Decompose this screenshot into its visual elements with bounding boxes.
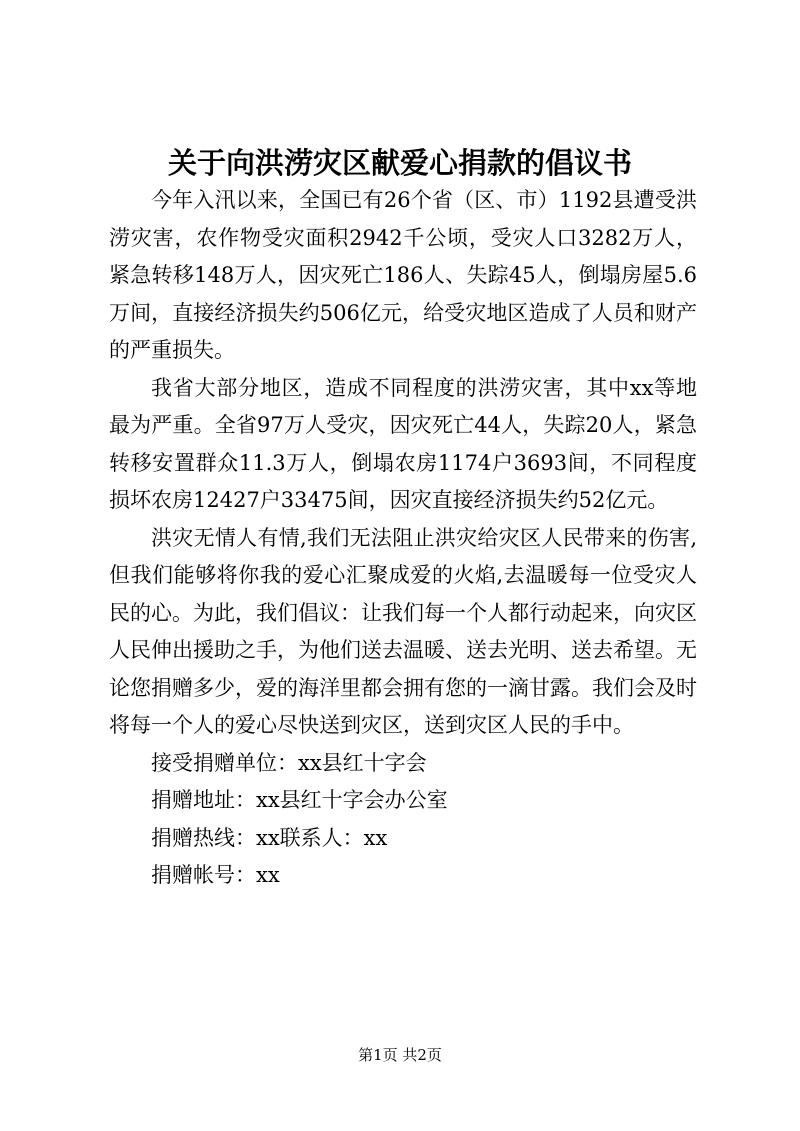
document-title: 关于向洪涝灾区献爱心捐款的倡议书	[167, 146, 632, 180]
paragraph-province-situation: 我省大部分地区，造成不同程度的洪涝灾害，其中xx等地最为严重。全省97万人受灾，因灾死亡44人，失踪20人，紧急转移安置群众11.3万人，倒塌农房1174户3693间，不同程度损坏农房12427户33475间，因灾直接经济损失约52亿元。	[109, 375, 697, 512]
paragraph-flood-overview: 今年入汛以来，全国已有26个省（区、市）1192县遭受洪涝灾害，农作物受灾面积2942千公顷，受灾人口3282万人，紧急转移148万人，因灾死亡186人、失踪45人，倒塌房屋5.6万间，直接经济损失约506亿元，给受灾地区造成了人员和财产的严重损失。	[109, 188, 697, 362]
contact-donation-address: 捐赠地址：xx县红十字会办公室	[151, 788, 448, 812]
document-body	[109, 182, 697, 895]
contact-donation-account: 捐赠帐号：xx	[151, 863, 280, 887]
paragraph-appeal: 洪灾无情人有情,我们无法阻止洪灾给灾区人民带来的伤害,但我们能够将你我的爱心汇聚成爱的火焰,去温暖每一位受灾人民的心。为此，我们倡议：让我们每一个人都行动起来，向灾区人民伸出援助之手，为他们送去温暖、送去光明、送去希望。无论您捐赠多少，爱的海洋里都会拥有您的一滴甘露。我们会及时将每一个人的爱心尽快送到灾区，送到灾区人民的手中。	[109, 525, 697, 737]
contact-donation-hotline: 捐赠热线：xx联系人：xx	[151, 825, 388, 850]
contact-donation-unit: 接受捐赠单位：xx县红十字会	[151, 750, 427, 775]
page-number-footer: 第1页 共2页	[358, 1046, 442, 1064]
